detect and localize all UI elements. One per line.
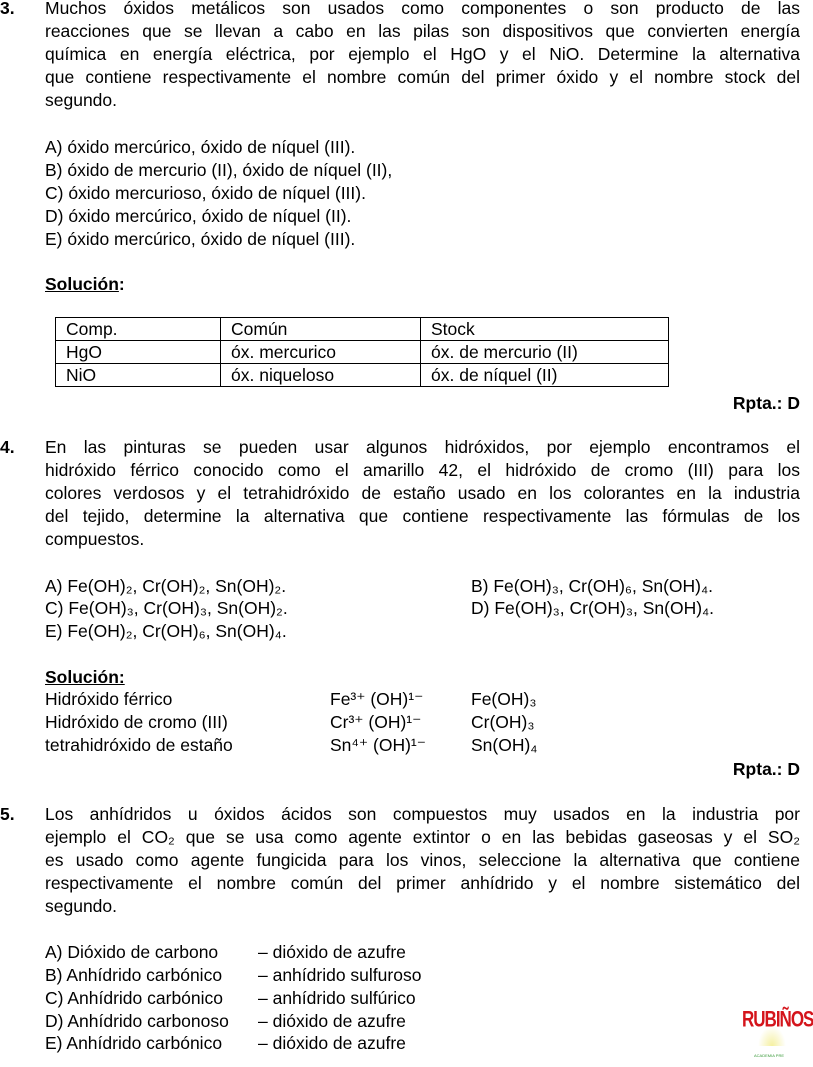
solution-formula: Cr(OH)₃ bbox=[471, 712, 535, 732]
question-3-text bbox=[45, 0, 800, 112]
text-line: respectivamente el nombre común del primer anhídrido y el nombre sistemático del bbox=[45, 873, 800, 893]
solution-ions: Sn⁴⁺ (OH)¹⁻ bbox=[330, 735, 426, 755]
table-header: Stock bbox=[421, 318, 669, 341]
table-header: Comp. bbox=[56, 318, 221, 341]
option-d: D) Fe(OH)₃, Cr(OH)₃, Sn(OH)₄. bbox=[471, 598, 715, 618]
text-line: química en energía eléctrica, por ejemplo el HgO y el NiO. Determine la alternativa bbox=[45, 44, 800, 64]
text-line: Muchos óxidos metálicos son usados como componentes o son producto de las bbox=[45, 0, 800, 18]
table-cell: óx. mercurico bbox=[221, 341, 421, 364]
table-header-row bbox=[56, 318, 669, 341]
option-d-second: – dióxido de azufre bbox=[258, 1011, 406, 1031]
solution-formula: Sn(OH)₄ bbox=[471, 735, 538, 755]
option-c: C) Anhídrido carbónico bbox=[45, 988, 224, 1008]
solution-name: Hidróxido férrico bbox=[45, 689, 173, 709]
text-line: que contiene respectivamente el nombre común del primer óxido y el nombre stock del bbox=[45, 67, 800, 87]
solution-heading bbox=[45, 273, 800, 296]
question-number: 4. bbox=[0, 437, 15, 457]
solution-name: Hidróxido de cromo (III) bbox=[45, 712, 228, 732]
table-cell: HgO bbox=[56, 341, 221, 364]
option-c: C) óxido mercurioso, óxido de níquel (III). bbox=[45, 183, 366, 203]
option-c: C) Fe(OH)₃, Cr(OH)₃, Sn(OH)₂. bbox=[45, 598, 288, 618]
solution-name: tetrahidróxido de estaño bbox=[45, 735, 233, 755]
question-5-text bbox=[45, 803, 800, 918]
solution-colon: : bbox=[118, 274, 125, 294]
table-header: Común bbox=[221, 318, 421, 341]
text-line: segundo. bbox=[45, 896, 118, 916]
option-d: D) óxido mercúrico, óxido de níquel (II). bbox=[45, 206, 352, 226]
option-b-second: – anhídrido sulfuroso bbox=[258, 965, 422, 985]
option-c-second: – anhídrido sulfúrico bbox=[258, 988, 416, 1008]
text-line: es usado como agente fungicida para los vinos, seleccione la alternativa que contiene bbox=[45, 850, 800, 870]
option-e-second: – dióxido de azufre bbox=[258, 1033, 406, 1053]
option-d: D) Anhídrido carbonoso bbox=[45, 1011, 229, 1031]
question-number: 3. bbox=[0, 0, 15, 18]
text-line: ejemplo el CO₂ que se usa como agente extintor o en las bebidas gaseosas y el SO₂ bbox=[45, 827, 800, 847]
solution-formula: Fe(OH)₃ bbox=[471, 689, 537, 709]
text-line: hidróxido férrico conocido como el amarillo 42, el hidróxido de cromo (III) para los bbox=[45, 460, 800, 480]
option-e: E) Anhídrido carbónico bbox=[45, 1033, 223, 1053]
table-row bbox=[56, 364, 669, 387]
option-a: A) Dióxido de carbono bbox=[45, 942, 219, 962]
option-a-second: – dióxido de azufre bbox=[258, 942, 406, 962]
table-row bbox=[56, 341, 669, 364]
option-e: E) Fe(OH)₂, Cr(OH)₆, Sn(OH)₄. bbox=[45, 621, 287, 641]
table-cell: óx. niqueloso bbox=[221, 364, 421, 387]
solution-heading: Solución: bbox=[45, 667, 125, 687]
text-line: En las pinturas se pueden usar algunos hidróxidos, por ejemplo encontramos el bbox=[45, 437, 800, 457]
option-b: B) óxido de mercurio (II), óxido de níquel (II), bbox=[45, 160, 393, 180]
text-line: reacciones que se llevan a cabo en las pilas son dispositivos que convierten energía bbox=[45, 21, 800, 41]
logo-subtext: ACADEMIA PRE bbox=[754, 1053, 785, 1058]
answer: Rpta.: D bbox=[732, 759, 800, 779]
question-number: 5. bbox=[0, 804, 15, 824]
rubinos-logo bbox=[740, 1002, 813, 1058]
option-e: E) óxido mercúrico, óxido de níquel (III). bbox=[45, 229, 356, 249]
text-line: segundo. bbox=[45, 90, 118, 110]
option-b: B) Fe(OH)₃, Cr(OH)₆, Sn(OH)₄. bbox=[471, 576, 714, 596]
solution-label: Solución bbox=[45, 274, 119, 294]
table-cell: óx. de mercurio (II) bbox=[421, 341, 669, 364]
text-line: compuestos. bbox=[45, 529, 145, 549]
text-line: colores verdosos y el tetrahidróxido de estaño usado en los colorantes en la industria bbox=[45, 483, 800, 503]
question-3-options bbox=[45, 136, 800, 251]
text-line: del tejido, determine la alternativa que contiene respectivamente las fórmulas de los bbox=[45, 506, 800, 526]
option-a: A) óxido mercúrico, óxido de níquel (III). bbox=[45, 137, 356, 157]
solution-ions: Cr³⁺ (OH)¹⁻ bbox=[330, 712, 422, 732]
question-4-text bbox=[45, 436, 800, 551]
option-a: A) Fe(OH)₂, Cr(OH)₂, Sn(OH)₂. bbox=[45, 576, 287, 596]
answer: Rpta.: D bbox=[732, 393, 800, 413]
text-line: Los anhídridos u óxidos ácidos son compuestos muy usados en la industria por bbox=[45, 804, 800, 824]
table-cell: NiO bbox=[56, 364, 221, 387]
option-b: B) Anhídrido carbónico bbox=[45, 965, 223, 985]
solution-ions: Fe³⁺ (OH)¹⁻ bbox=[330, 689, 424, 709]
solution-table bbox=[55, 317, 669, 387]
table-cell: óx. de níquel (II) bbox=[421, 364, 669, 387]
logo-text: RUBIÑOS bbox=[742, 1007, 813, 1032]
